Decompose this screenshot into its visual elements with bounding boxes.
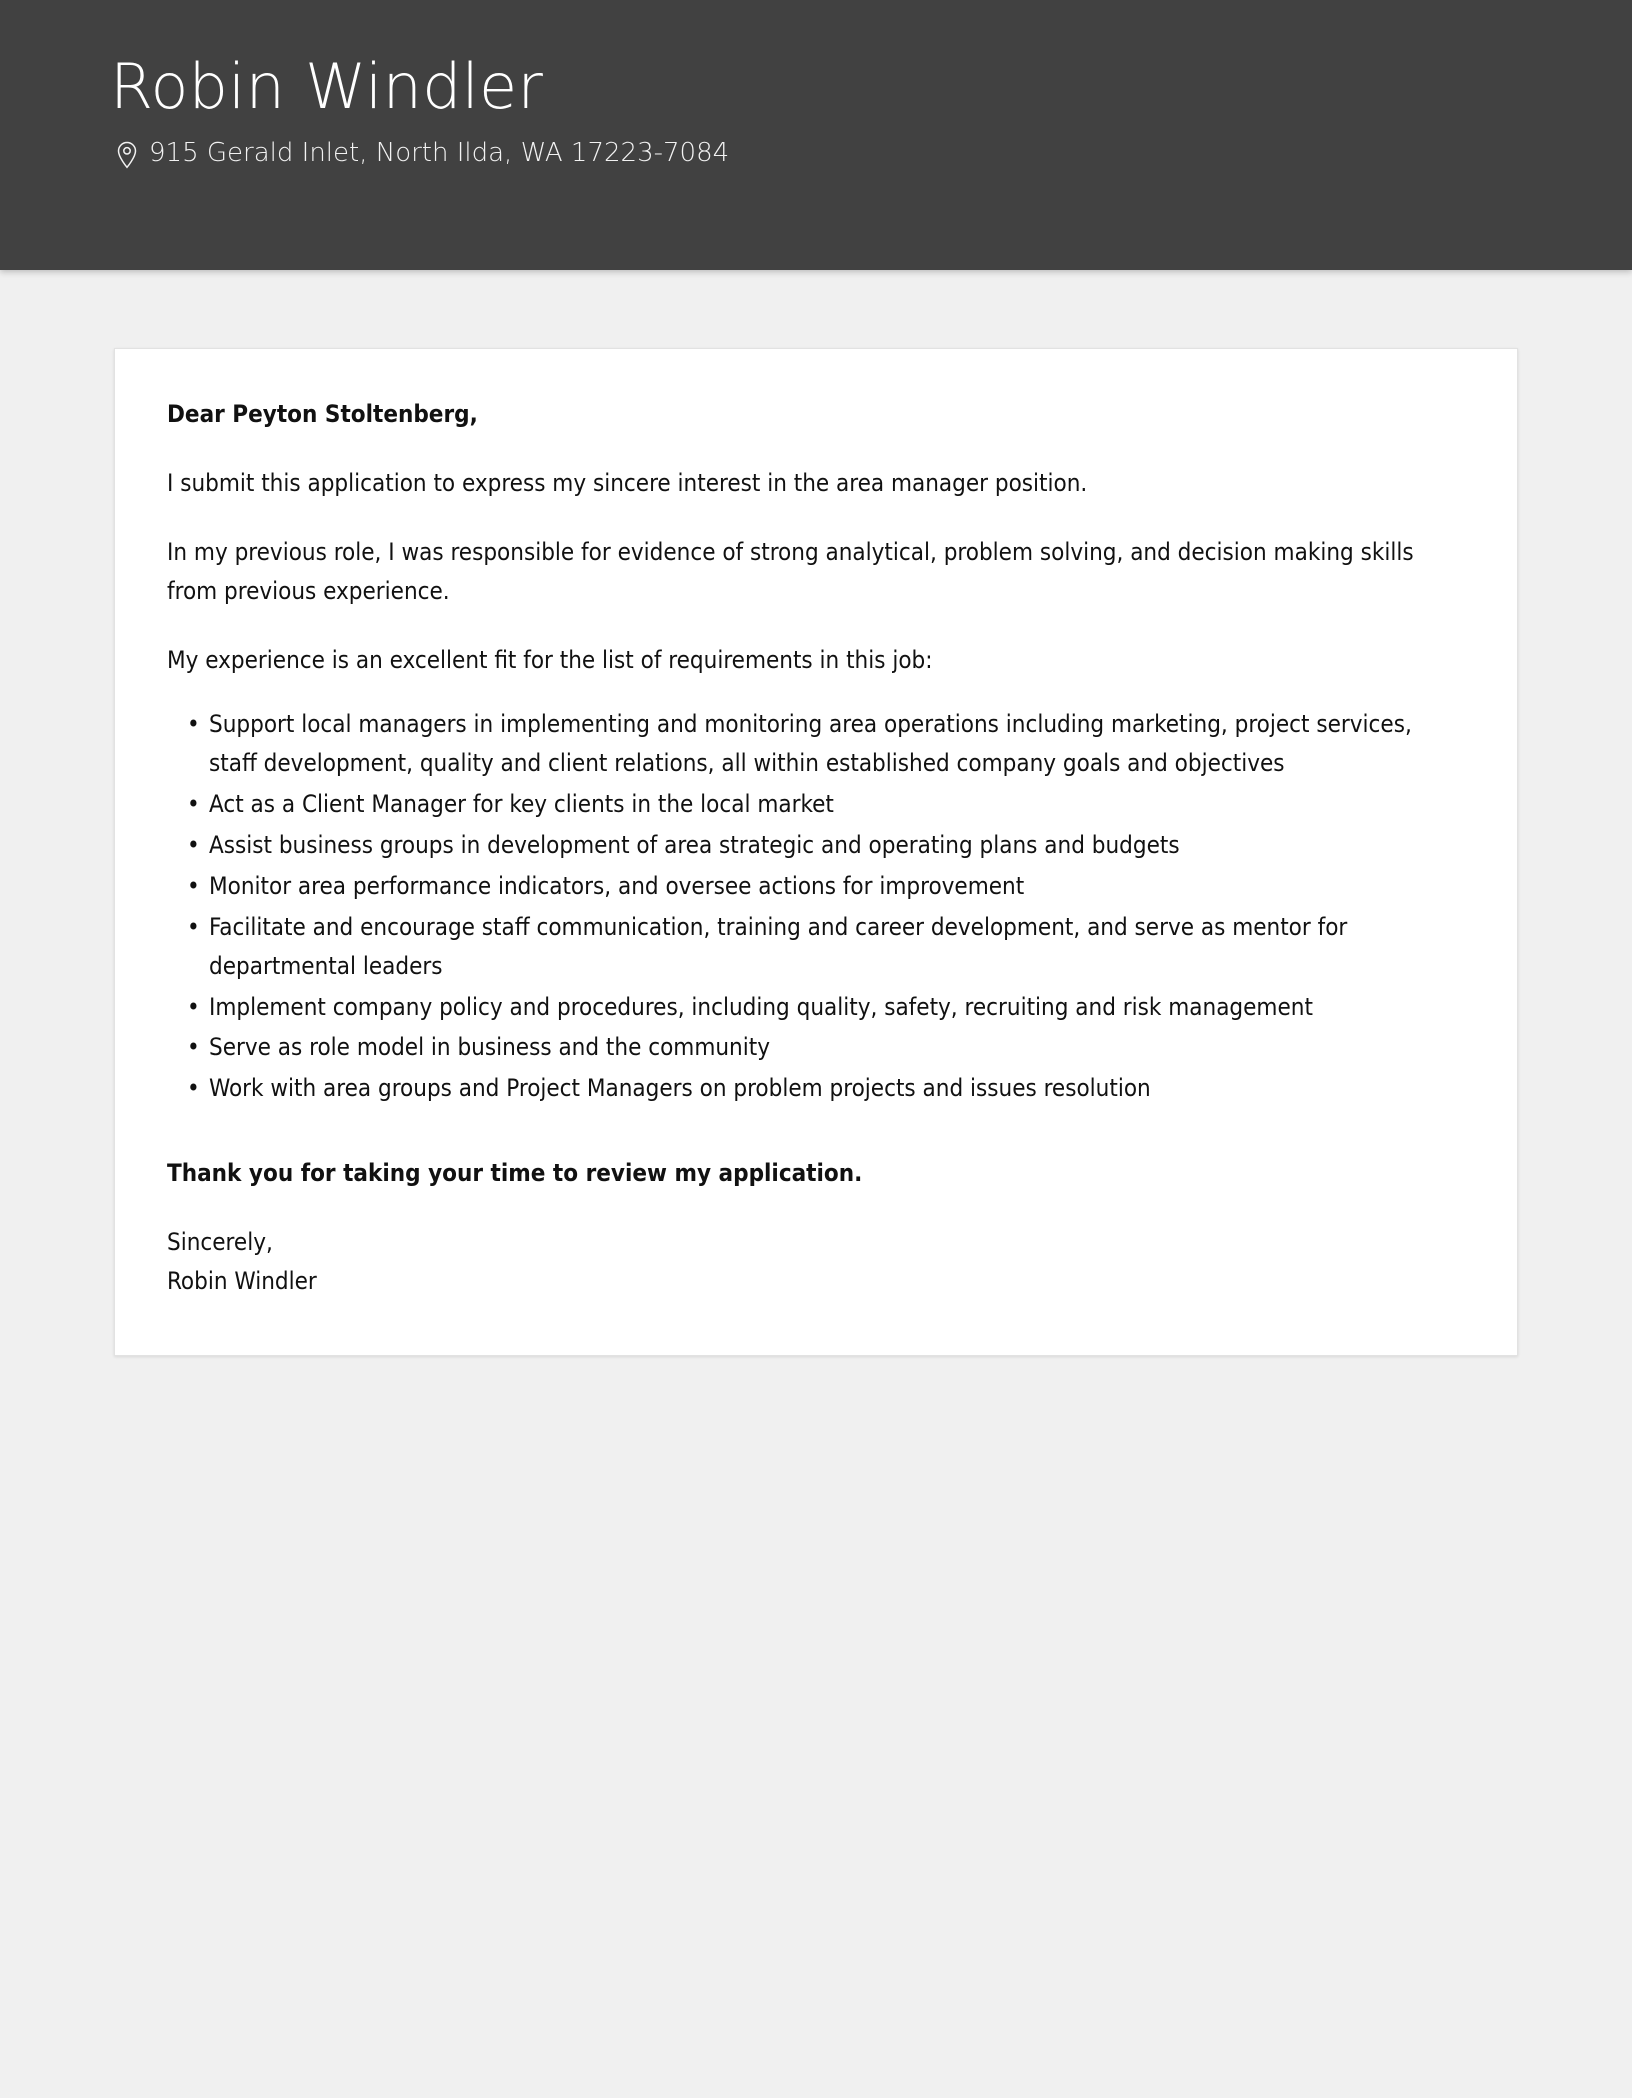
- map-pin-icon: [116, 141, 138, 169]
- list-item: • Facilitate and encourage staff communication, training and career development, and serve as mentor for departmental leaders: [167, 908, 1465, 986]
- letter-paragraph-3: My experience is an excellent fit for the list of requirements in this job:: [167, 645, 933, 674]
- letter-signature-name: Robin Windler: [167, 1266, 317, 1295]
- header-content: [110, 52, 1522, 170]
- cover-letter-body: [167, 395, 1465, 1301]
- list-item: • Assist business groups in development of area strategic and operating plans and budgets: [167, 826, 1465, 865]
- letter-closing-thanks: Thank you for taking your time to review my application.: [167, 1159, 863, 1188]
- list-item: • Monitor area performance indicators, and oversee actions for improvement: [167, 867, 1465, 906]
- document-header: [0, 0, 1632, 270]
- address-text: 915 Gerald Inlet, North Ilda, WA 17223-7084: [149, 138, 730, 169]
- list-item: • Act as a Client Manager for key clients in the local market: [167, 785, 1465, 824]
- list-item: • Serve as role model in business and the community: [167, 1028, 1465, 1067]
- cover-letter-card: [114, 348, 1518, 1356]
- letter-signoff-block: [167, 1223, 1465, 1301]
- letter-paragraph-1: I submit this application to express my sincere interest in the area manager position.: [167, 468, 1088, 497]
- requirements-list: [167, 705, 1465, 1108]
- contact-address-row: [116, 138, 1522, 169]
- letter-salutation: Dear Peyton Stoltenberg,: [167, 400, 478, 428]
- page-title: Robin Windler: [110, 50, 544, 123]
- letter-paragraph-2: In my previous role, I was responsible for evidence of strong analytical, problem solving, and decision making skills from previous experience.: [167, 537, 1414, 605]
- page-body: [0, 270, 1632, 1356]
- list-item: • Support local managers in implementing and monitoring area operations including marketing, project services, staff development, quality and client relations, all within established company goals and objectives: [167, 705, 1465, 783]
- list-item: • Implement company policy and procedures, including quality, safety, recruiting and risk management: [167, 988, 1465, 1027]
- letter-signoff: Sincerely,: [167, 1228, 273, 1256]
- list-item: • Work with area groups and Project Managers on problem projects and issues resolution: [167, 1069, 1465, 1108]
